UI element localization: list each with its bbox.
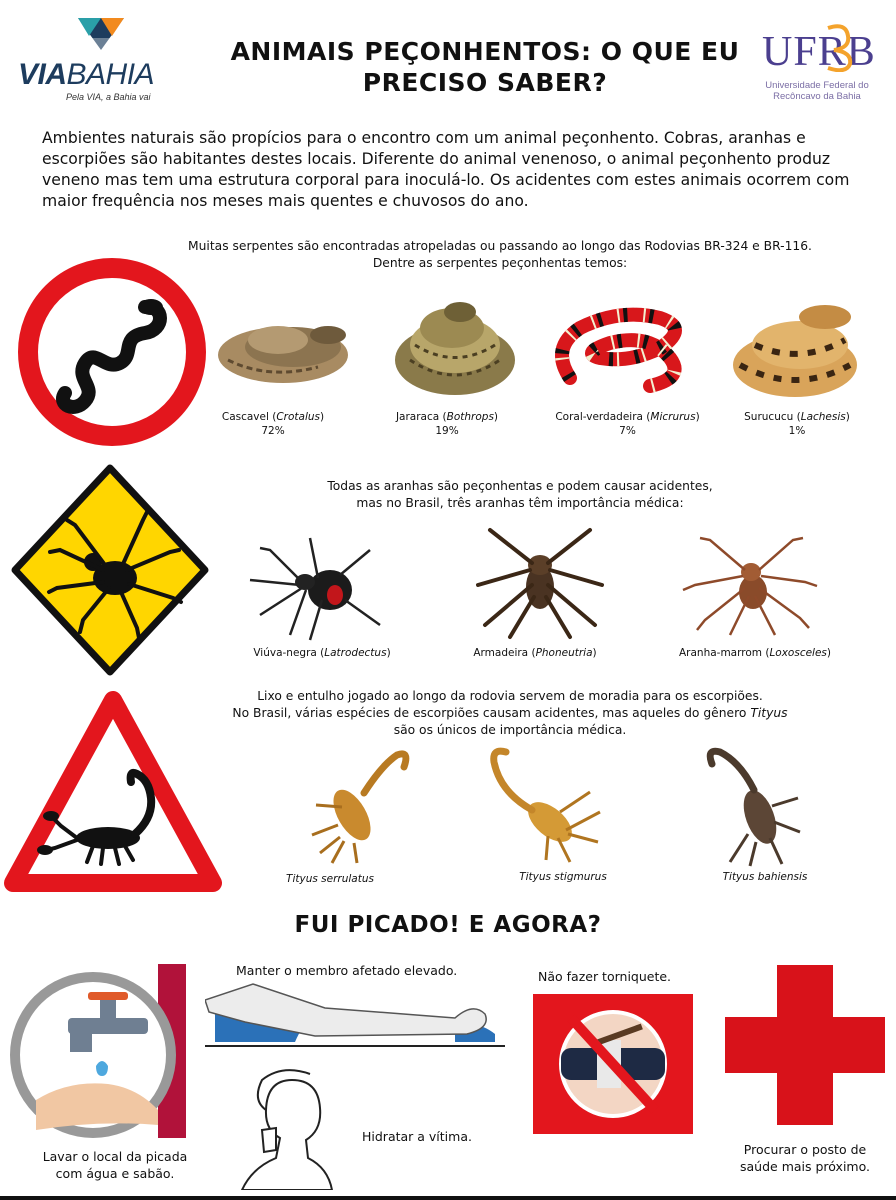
viabahia-wordmark: VIABAHIA [18, 58, 155, 91]
red-cross-icon [725, 965, 885, 1125]
spider-warning-sign [5, 460, 215, 680]
elevate-limb-illustration [205, 978, 505, 1058]
hydrate-text: Hidratar a vítima. [362, 1129, 472, 1144]
snake-prohibition-sign [15, 255, 215, 455]
wash-wound-text: Lavar o local da picada com água e sabão. [42, 1149, 188, 1181]
tityus-serrulatus-image [302, 745, 422, 865]
spider-label-armadeira: Armadeira (Phoneutria) [473, 647, 597, 659]
clinic-text: Procurar o posto de saúde mais próximo. [740, 1142, 870, 1174]
armadeira-image [470, 525, 610, 640]
scorpion-label-serrulatus: Tityus serrulatus [286, 873, 374, 885]
surucucu-image [725, 295, 865, 405]
bottom-border [0, 1196, 896, 1200]
first-aid-title: FUI PICADO! E AGORA? [294, 912, 602, 938]
hydrate-illustration [232, 1060, 342, 1190]
snake-label-jararaca: Jararaca (Bothrops) 19% [395, 411, 499, 437]
snakes-caption: Muitas serpentes são encontradas atropeladas ou passando ao longo das Rodovias BR-324 e BR-116. Dentre as serpentes peçonhentas temos: [188, 239, 812, 270]
tityus-bahiensis-image [700, 742, 810, 867]
spider-label-viuva-negra: Viúva-negra (Latrodectus) [253, 647, 391, 659]
snake-label-surucucu: Surucucu (Lachesis) 1% [744, 411, 850, 437]
no-tourniquet-text: Não fazer torniquete. [538, 969, 672, 984]
spiders-caption: Todas as aranhas são peçonhentas e podem causar acidentes, mas no Brasil, três aranhas têm importância médica: [327, 479, 713, 510]
viabahia-tagline: Pela VIA, a Bahia vai [66, 92, 151, 102]
no-tourniquet-illustration [533, 994, 693, 1134]
intro-paragraph: Ambientes naturais são propícios para o encontro com um animal peçonhento. Cobras, aranhas e escorpiões são habitantes destes locais. Diferente do animal venenoso, o animal peçonhento produz veneno mas tem uma estrutura corporal para inoculá-lo. Os acidentes com estes animais ocorrem com maior frequência nos meses mais quentes e chuvosos do ano. [42, 129, 850, 210]
elevate-limb-text: Manter o membro afetado elevado. [236, 963, 458, 978]
ufrb-emblem-icon [818, 20, 858, 72]
snake-label-cascavel: Cascavel (Crotalus) 72% [221, 411, 325, 437]
rattlesnake-image [208, 305, 358, 395]
scorpion-label-bahiensis: Tityus bahiensis [722, 871, 808, 883]
jararaca-image [390, 290, 520, 400]
scorpion-label-stigmurus: Tityus stigmurus [519, 871, 607, 883]
spider-label-aranha-marrom: Aranha-marrom (Loxosceles) [678, 647, 832, 659]
brown-spider-image [675, 530, 825, 640]
tityus-stigmurus-image [480, 742, 610, 867]
page-title: ANIMAIS PEÇONHENTOS: O QUE EU PRECISO SABER? [230, 37, 740, 97]
black-widow-image [240, 530, 385, 645]
coral-snake-image [540, 298, 700, 398]
ufrb-wordmark: UFRB [762, 29, 876, 75]
scorpions-caption: Lixo e entulho jogado ao longo da rodovia servem de moradia para os escorpiões. No Brasil, várias espécies de escorpiões causam acidentes, mas aqueles do gênero Tityus são os únicos de importância médica. [232, 689, 788, 737]
scorpion-warning-sign [3, 688, 223, 898]
ufrb-subtitle: Universidade Federal do Recôncavo da Bahia [765, 80, 869, 102]
wash-wound-illustration [8, 960, 188, 1150]
snake-label-coral: Coral-verdadeira (Micrurus) 7% [555, 411, 700, 437]
